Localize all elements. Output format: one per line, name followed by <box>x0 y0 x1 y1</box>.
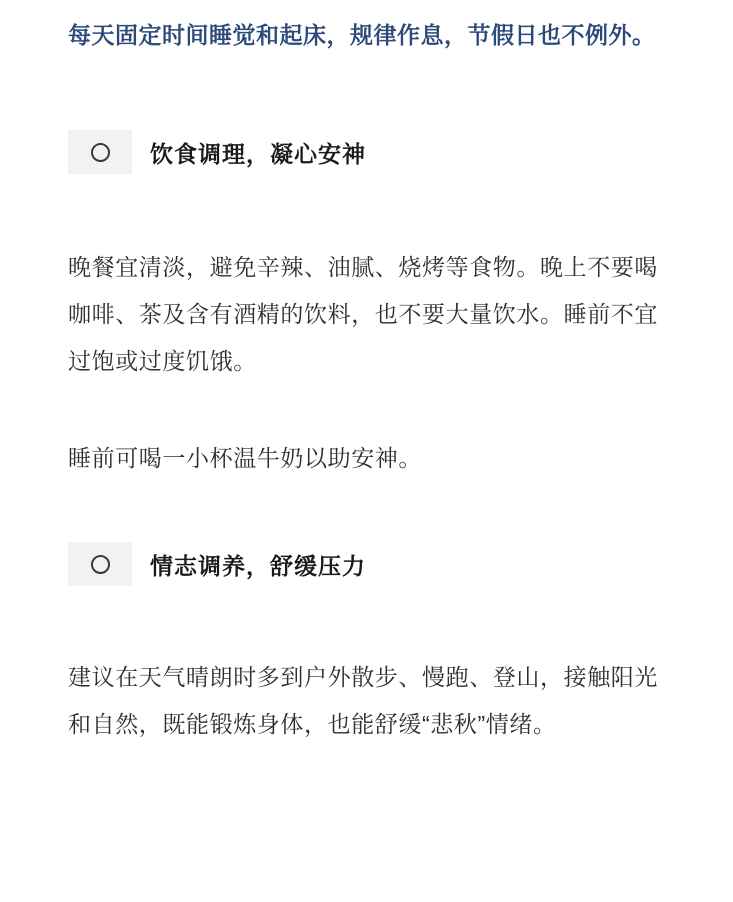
section-heading-label: 情志调养，舒缓压力 <box>150 552 366 579</box>
spacer <box>68 482 665 542</box>
body-paragraph: 晚餐宜清淡，避免辛辣、油腻、烧烤等食物。晚上不要喝咖啡、茶及含有酒精的饮料，也不要大量饮水。睡前不宜过饱或过度饥饿。 <box>68 254 658 374</box>
circle-outline-icon <box>68 542 132 586</box>
body-paragraph: 睡前可喝一小杯温牛奶以助安神。 <box>68 445 422 471</box>
spacer <box>68 586 665 654</box>
circle-outline-icon <box>68 130 132 174</box>
spacer <box>68 58 665 130</box>
spacer <box>68 174 665 244</box>
body-paragraph: 建议在天气晴朗时多到户外散步、慢跑、登山，接触阳光和自然，既能锻炼身体，也能舒缓“悲秋”情绪。 <box>68 664 658 737</box>
section-heading-diet <box>68 130 665 174</box>
section-heading-emotion <box>68 542 665 586</box>
lead-paragraph: 每天固定时间睡觉和起床，规律作息，节假日也不例外。 <box>68 22 656 48</box>
section-heading-label: 饮食调理，凝心安神 <box>150 140 366 167</box>
spacer <box>68 385 665 435</box>
